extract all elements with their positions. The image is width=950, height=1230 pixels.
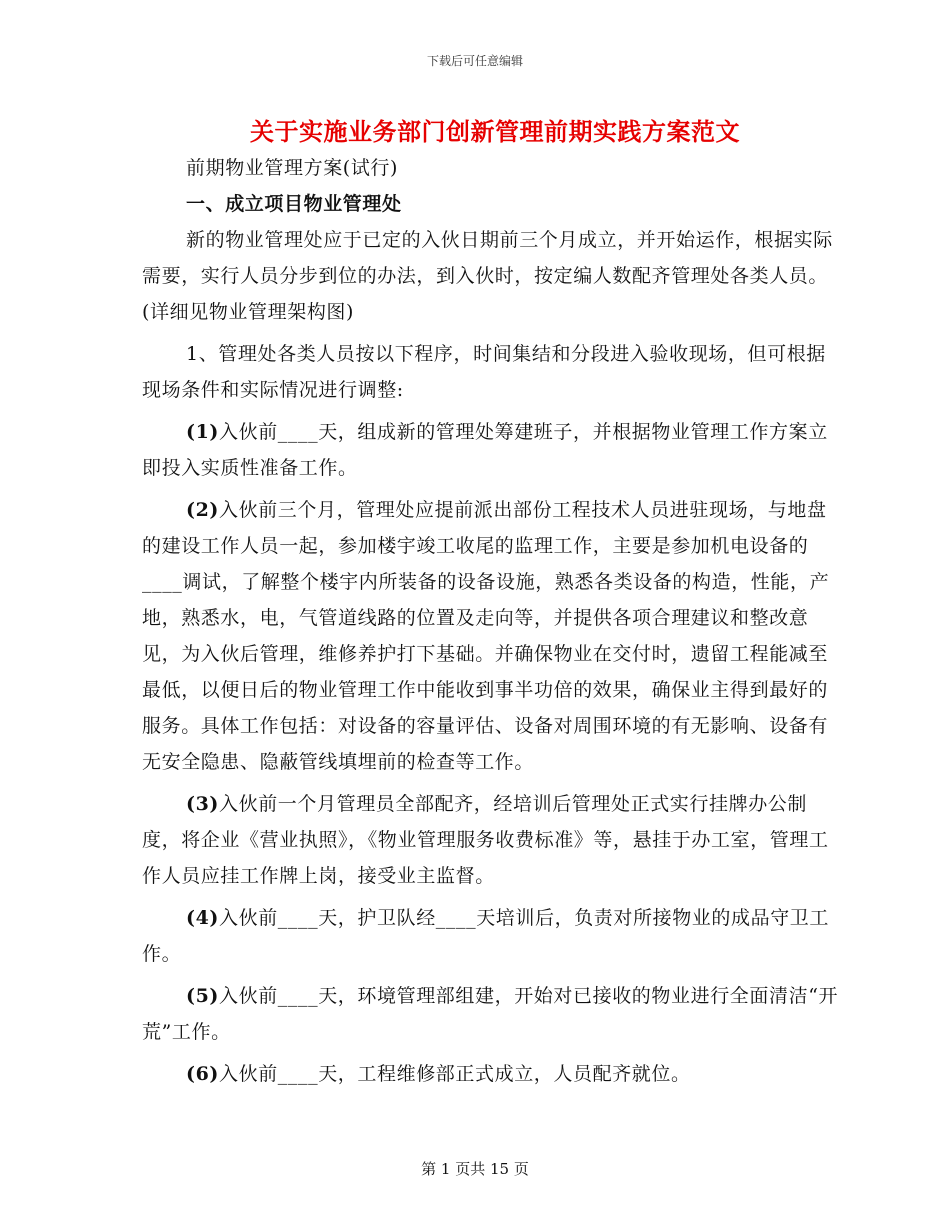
- item-5-number: (5): [186, 985, 219, 1007]
- item-3-text: 入伙前一个月管理员全部配齐，经培训后管理处正式实行挂牌办公制度，将企业《营业执照》，《物业管理服务收费标准》等，悬挂于办工室，管理工作人员应挂工作牌上岗，接受业主监督。: [142, 793, 829, 887]
- item-1-number: (1): [186, 421, 219, 443]
- item-3-paragraph: [142, 786, 842, 894]
- item-4-text: 入伙前____天，护卫队经____天培训后，负责对所接物业的成品守卫工作。: [142, 907, 830, 965]
- item-4-paragraph: [142, 900, 842, 972]
- page-footer-number: 第 1 页共 15 页: [421, 1160, 529, 1178]
- item-6-number: (6): [186, 1063, 219, 1085]
- section-heading: 一、成立项目物业管理处: [186, 193, 402, 215]
- item-3-number: (3): [186, 793, 219, 815]
- item-2-number: (2): [186, 499, 219, 521]
- item-2-paragraph: [142, 492, 842, 780]
- document-body: [142, 150, 842, 1092]
- intro-paragraph: 新的物业管理处应于已定的入伙日期前三个月成立，并开始运作，根据实际需要，实行人员分步到位的办法，到入伙时，按定编人数配齐管理处各类人员。(详细见物业管理架构图): [142, 229, 833, 323]
- point-1-paragraph: 1、管理处各类人员按以下程序，时间集结和分段进入验收现场，但可根据现场条件和实际情况进行调整:: [142, 343, 826, 401]
- item-5-paragraph: [142, 978, 842, 1050]
- item-1-text: 入伙前____天，组成新的管理处筹建班子，并根据物业管理工作方案立即投入实质性准备工作。: [142, 421, 828, 479]
- item-1-paragraph: [142, 414, 842, 486]
- page-header-note: 下载后可任意编辑: [426, 54, 523, 68]
- item-4-number: (4): [186, 907, 219, 929]
- document-subtitle: 前期物业管理方案(试行): [186, 157, 399, 179]
- item-6-paragraph: [142, 1056, 842, 1092]
- document-title: 关于实施业务部门创新管理前期实践方案范文: [250, 117, 740, 146]
- item-6-text: 入伙前____天，工程维修部正式成立，人员配齐就位。: [219, 1063, 691, 1085]
- item-5-text: 入伙前____天，环境管理部组建，开始对已接收的物业进行全面清洁“开荒”工作。: [142, 985, 839, 1043]
- item-2-text: 入伙前三个月，管理处应提前派出部份工程技术人员进驻现场，与地盘的建设工作人员一起，参加楼宇竣工收尾的监理工作，主要是参加机电设备的____调试，了解整个楼宇内所装备的设备设施，熟悉各类设备的构造，性能，产地，熟悉水，电，气管道线路的位置及走向等，并提供各项合理建议和整改意见，为入伙后管理，维修养护打下基础。并确保物业在交付时，遗留工程能减至最低，以便日后的物业管理工作中能收到事半功倍的效果，确保业主得到最好的服务。具体工作包括：对设备的容量评估、设备对周围环境的有无影响、设备有无安全隐患、隐蔽管线填埋前的检查等工作。: [142, 499, 830, 773]
